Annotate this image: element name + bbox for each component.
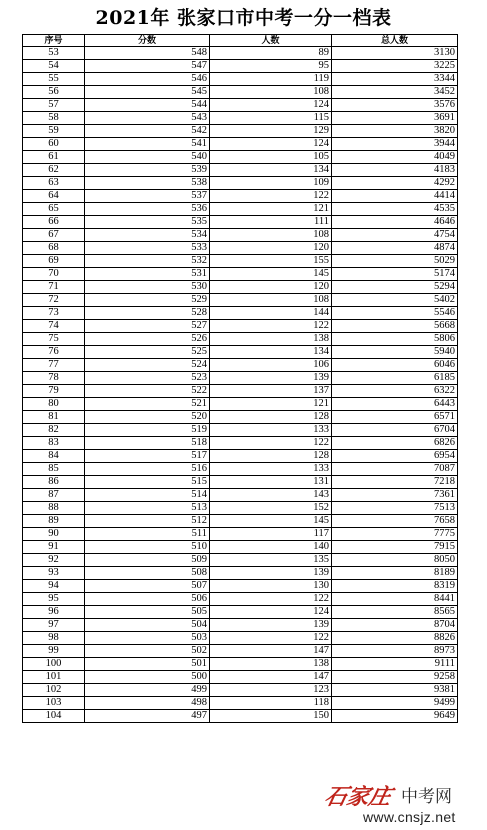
- cell-count: 106: [210, 359, 332, 372]
- cell-cumulative: 8189: [332, 567, 458, 580]
- cell-cumulative: 3944: [332, 138, 458, 151]
- cell-index: 90: [23, 528, 85, 541]
- cell-index: 58: [23, 112, 85, 125]
- cell-score: 525: [85, 346, 210, 359]
- cell-cumulative: 9111: [332, 658, 458, 671]
- cell-count: 139: [210, 567, 332, 580]
- cell-score: 498: [85, 697, 210, 710]
- cell-index: 100: [23, 658, 85, 671]
- table-row: [23, 99, 458, 112]
- cell-cumulative: 8441: [332, 593, 458, 606]
- table-row: [23, 580, 458, 593]
- cell-count: 147: [210, 671, 332, 684]
- cell-cumulative: 6704: [332, 424, 458, 437]
- table-row: [23, 333, 458, 346]
- cell-count: 152: [210, 502, 332, 515]
- cell-score: 534: [85, 229, 210, 242]
- table-row: [23, 684, 458, 697]
- cell-score: 528: [85, 307, 210, 320]
- cell-index: 73: [23, 307, 85, 320]
- cell-count: 121: [210, 203, 332, 216]
- cell-cumulative: 8319: [332, 580, 458, 593]
- cell-score: 541: [85, 138, 210, 151]
- cell-count: 124: [210, 138, 332, 151]
- cell-cumulative: 4414: [332, 190, 458, 203]
- table-row: [23, 554, 458, 567]
- cell-index: 101: [23, 671, 85, 684]
- cell-cumulative: 5668: [332, 320, 458, 333]
- cell-cumulative: 8826: [332, 632, 458, 645]
- cell-score: 532: [85, 255, 210, 268]
- cell-score: 526: [85, 333, 210, 346]
- cell-cumulative: 6954: [332, 450, 458, 463]
- cell-count: 134: [210, 164, 332, 177]
- cell-index: 98: [23, 632, 85, 645]
- table-row: [23, 346, 458, 359]
- cell-count: 122: [210, 320, 332, 333]
- table-row: [23, 216, 458, 229]
- cell-index: 87: [23, 489, 85, 502]
- cell-count: 122: [210, 190, 332, 203]
- cell-count: 140: [210, 541, 332, 554]
- cell-cumulative: 8704: [332, 619, 458, 632]
- cell-index: 61: [23, 151, 85, 164]
- cell-index: 56: [23, 86, 85, 99]
- cell-count: 137: [210, 385, 332, 398]
- cell-index: 104: [23, 710, 85, 723]
- cell-score: 519: [85, 424, 210, 437]
- cell-count: 105: [210, 151, 332, 164]
- cell-cumulative: 6443: [332, 398, 458, 411]
- cell-cumulative: 7915: [332, 541, 458, 554]
- table-row: [23, 73, 458, 86]
- table-row: [23, 60, 458, 73]
- watermark-url: www.cnsjz.net: [363, 809, 456, 825]
- table-row: [23, 528, 458, 541]
- cell-score: 548: [85, 47, 210, 60]
- cell-cumulative: 3344: [332, 73, 458, 86]
- cell-score: 540: [85, 151, 210, 164]
- cell-count: 95: [210, 60, 332, 73]
- cell-score: 544: [85, 99, 210, 112]
- table-header-row: [23, 35, 458, 47]
- cell-score: 517: [85, 450, 210, 463]
- cell-count: 122: [210, 632, 332, 645]
- cell-index: 84: [23, 450, 85, 463]
- table-row: [23, 450, 458, 463]
- cell-index: 94: [23, 580, 85, 593]
- cell-count: 89: [210, 47, 332, 60]
- table-row: [23, 437, 458, 450]
- cell-index: 59: [23, 125, 85, 138]
- cell-count: 145: [210, 268, 332, 281]
- table-row: [23, 307, 458, 320]
- cell-score: 508: [85, 567, 210, 580]
- table-row: [23, 203, 458, 216]
- cell-score: 515: [85, 476, 210, 489]
- cell-index: 54: [23, 60, 85, 73]
- cell-index: 85: [23, 463, 85, 476]
- cell-count: 122: [210, 437, 332, 450]
- cell-score: 506: [85, 593, 210, 606]
- table-row: [23, 177, 458, 190]
- cell-count: 120: [210, 242, 332, 255]
- cell-cumulative: 4292: [332, 177, 458, 190]
- cell-cumulative: 5940: [332, 346, 458, 359]
- cell-cumulative: 6046: [332, 359, 458, 372]
- table-row: [23, 502, 458, 515]
- cell-cumulative: 5402: [332, 294, 458, 307]
- cell-count: 108: [210, 294, 332, 307]
- table-row: [23, 359, 458, 372]
- cell-cumulative: 9649: [332, 710, 458, 723]
- table-row: [23, 619, 458, 632]
- cell-cumulative: 4049: [332, 151, 458, 164]
- page-title: 2021年 张家口市中考一分一档表: [95, 7, 392, 29]
- cell-count: 129: [210, 125, 332, 138]
- cell-score: 520: [85, 411, 210, 424]
- cell-score: 503: [85, 632, 210, 645]
- header-index: 序号: [23, 35, 85, 47]
- table-row: [23, 515, 458, 528]
- cell-index: 86: [23, 476, 85, 489]
- cell-count: 117: [210, 528, 332, 541]
- cell-score: 505: [85, 606, 210, 619]
- cell-cumulative: 4874: [332, 242, 458, 255]
- cell-index: 65: [23, 203, 85, 216]
- table-row: [23, 697, 458, 710]
- cell-count: 150: [210, 710, 332, 723]
- table-row: [23, 229, 458, 242]
- watermark: [323, 784, 473, 828]
- cell-index: 81: [23, 411, 85, 424]
- cell-count: 115: [210, 112, 332, 125]
- table-row: [23, 320, 458, 333]
- cell-cumulative: 5294: [332, 281, 458, 294]
- table-row: [23, 567, 458, 580]
- cell-score: 502: [85, 645, 210, 658]
- cell-index: 97: [23, 619, 85, 632]
- cell-cumulative: 7513: [332, 502, 458, 515]
- cell-index: 68: [23, 242, 85, 255]
- table-row: [23, 541, 458, 554]
- cell-index: 91: [23, 541, 85, 554]
- table-row: [23, 125, 458, 138]
- cell-score: 521: [85, 398, 210, 411]
- table-row: [23, 671, 458, 684]
- cell-index: 92: [23, 554, 85, 567]
- cell-count: 122: [210, 593, 332, 606]
- cell-index: 62: [23, 164, 85, 177]
- table-row: [23, 606, 458, 619]
- cell-index: 74: [23, 320, 85, 333]
- table-row: [23, 255, 458, 268]
- cell-index: 80: [23, 398, 85, 411]
- cell-score: 533: [85, 242, 210, 255]
- table-row: [23, 424, 458, 437]
- cell-index: 102: [23, 684, 85, 697]
- cell-index: 79: [23, 385, 85, 398]
- table-row: [23, 385, 458, 398]
- cell-cumulative: 9381: [332, 684, 458, 697]
- cell-cumulative: 3691: [332, 112, 458, 125]
- score-table: [22, 34, 458, 723]
- cell-count: 133: [210, 463, 332, 476]
- cell-score: 518: [85, 437, 210, 450]
- table-row: [23, 242, 458, 255]
- cell-index: 66: [23, 216, 85, 229]
- header-cumulative: 总人数: [332, 35, 458, 47]
- table-row: [23, 489, 458, 502]
- cell-cumulative: 4183: [332, 164, 458, 177]
- table-row: [23, 463, 458, 476]
- cell-cumulative: 3225: [332, 60, 458, 73]
- cell-cumulative: 5029: [332, 255, 458, 268]
- cell-count: 109: [210, 177, 332, 190]
- cell-cumulative: 7218: [332, 476, 458, 489]
- cell-count: 138: [210, 333, 332, 346]
- cell-count: 108: [210, 229, 332, 242]
- table-row: [23, 372, 458, 385]
- cell-cumulative: 5546: [332, 307, 458, 320]
- cell-cumulative: 6322: [332, 385, 458, 398]
- cell-index: 76: [23, 346, 85, 359]
- cell-score: 527: [85, 320, 210, 333]
- cell-score: 542: [85, 125, 210, 138]
- cell-count: 128: [210, 450, 332, 463]
- cell-cumulative: 4754: [332, 229, 458, 242]
- cell-score: 499: [85, 684, 210, 697]
- cell-score: 512: [85, 515, 210, 528]
- cell-cumulative: 8973: [332, 645, 458, 658]
- cell-score: 543: [85, 112, 210, 125]
- table-row: [23, 632, 458, 645]
- cell-cumulative: 3576: [332, 99, 458, 112]
- cell-cumulative: 8050: [332, 554, 458, 567]
- cell-index: 71: [23, 281, 85, 294]
- cell-index: 70: [23, 268, 85, 281]
- cell-cumulative: 6826: [332, 437, 458, 450]
- cell-cumulative: 7775: [332, 528, 458, 541]
- cell-score: 511: [85, 528, 210, 541]
- cell-cumulative: 6185: [332, 372, 458, 385]
- cell-score: 536: [85, 203, 210, 216]
- cell-index: 89: [23, 515, 85, 528]
- cell-cumulative: 9499: [332, 697, 458, 710]
- cell-index: 57: [23, 99, 85, 112]
- cell-index: 75: [23, 333, 85, 346]
- table-row: [23, 476, 458, 489]
- cell-count: 130: [210, 580, 332, 593]
- cell-cumulative: 6571: [332, 411, 458, 424]
- cell-index: 67: [23, 229, 85, 242]
- cell-score: 524: [85, 359, 210, 372]
- cell-index: 95: [23, 593, 85, 606]
- cell-index: 82: [23, 424, 85, 437]
- cell-index: 64: [23, 190, 85, 203]
- cell-count: 138: [210, 658, 332, 671]
- cell-count: 144: [210, 307, 332, 320]
- cell-index: 55: [23, 73, 85, 86]
- cell-cumulative: 4535: [332, 203, 458, 216]
- cell-count: 119: [210, 73, 332, 86]
- cell-count: 121: [210, 398, 332, 411]
- cell-cumulative: 5174: [332, 268, 458, 281]
- cell-index: 53: [23, 47, 85, 60]
- cell-score: 500: [85, 671, 210, 684]
- cell-score: 545: [85, 86, 210, 99]
- cell-score: 507: [85, 580, 210, 593]
- cell-count: 143: [210, 489, 332, 502]
- cell-cumulative: 8565: [332, 606, 458, 619]
- cell-cumulative: 4646: [332, 216, 458, 229]
- cell-score: 514: [85, 489, 210, 502]
- cell-score: 531: [85, 268, 210, 281]
- cell-count: 133: [210, 424, 332, 437]
- cell-count: 124: [210, 99, 332, 112]
- cell-count: 108: [210, 86, 332, 99]
- cell-count: 120: [210, 281, 332, 294]
- table-row: [23, 593, 458, 606]
- watermark-script-logo: 石家庄: [322, 784, 394, 810]
- score-table-container: [22, 34, 457, 723]
- cell-score: 539: [85, 164, 210, 177]
- cell-count: 131: [210, 476, 332, 489]
- cell-count: 128: [210, 411, 332, 424]
- table-row: [23, 268, 458, 281]
- cell-score: 522: [85, 385, 210, 398]
- cell-score: 504: [85, 619, 210, 632]
- cell-index: 63: [23, 177, 85, 190]
- cell-score: 530: [85, 281, 210, 294]
- cell-score: 535: [85, 216, 210, 229]
- cell-cumulative: 9258: [332, 671, 458, 684]
- table-row: [23, 658, 458, 671]
- cell-score: 538: [85, 177, 210, 190]
- table-row: [23, 294, 458, 307]
- cell-score: 529: [85, 294, 210, 307]
- table-row: [23, 190, 458, 203]
- cell-index: 83: [23, 437, 85, 450]
- table-row: [23, 151, 458, 164]
- cell-count: 118: [210, 697, 332, 710]
- cell-index: 69: [23, 255, 85, 268]
- table-row: [23, 138, 458, 151]
- table-row: [23, 411, 458, 424]
- watermark-site-name: 中考网: [401, 787, 452, 807]
- cell-score: 537: [85, 190, 210, 203]
- table-row: [23, 645, 458, 658]
- cell-score: 501: [85, 658, 210, 671]
- header-count: 人数: [210, 35, 332, 47]
- table-row: [23, 164, 458, 177]
- cell-score: 523: [85, 372, 210, 385]
- cell-index: 88: [23, 502, 85, 515]
- table-body: [23, 47, 458, 723]
- cell-index: 60: [23, 138, 85, 151]
- cell-index: 78: [23, 372, 85, 385]
- cell-count: 134: [210, 346, 332, 359]
- cell-score: 546: [85, 73, 210, 86]
- cell-index: 99: [23, 645, 85, 658]
- cell-index: 103: [23, 697, 85, 710]
- cell-score: 516: [85, 463, 210, 476]
- cell-count: 139: [210, 372, 332, 385]
- cell-count: 147: [210, 645, 332, 658]
- cell-count: 111: [210, 216, 332, 229]
- cell-index: 72: [23, 294, 85, 307]
- cell-count: 124: [210, 606, 332, 619]
- cell-score: 509: [85, 554, 210, 567]
- cell-score: 513: [85, 502, 210, 515]
- cell-cumulative: 5806: [332, 333, 458, 346]
- table-row: [23, 86, 458, 99]
- cell-count: 123: [210, 684, 332, 697]
- cell-score: 547: [85, 60, 210, 73]
- table-row: [23, 112, 458, 125]
- cell-score: 497: [85, 710, 210, 723]
- cell-cumulative: 3452: [332, 86, 458, 99]
- cell-count: 155: [210, 255, 332, 268]
- cell-cumulative: 7658: [332, 515, 458, 528]
- cell-cumulative: 3820: [332, 125, 458, 138]
- header-score: 分数: [85, 35, 210, 47]
- table-row: [23, 398, 458, 411]
- cell-count: 139: [210, 619, 332, 632]
- cell-count: 145: [210, 515, 332, 528]
- table-row: [23, 710, 458, 723]
- cell-index: 77: [23, 359, 85, 372]
- table-row: [23, 281, 458, 294]
- cell-index: 96: [23, 606, 85, 619]
- cell-score: 510: [85, 541, 210, 554]
- cell-cumulative: 3130: [332, 47, 458, 60]
- table-row: [23, 47, 458, 60]
- cell-count: 135: [210, 554, 332, 567]
- cell-index: 93: [23, 567, 85, 580]
- cell-cumulative: 7087: [332, 463, 458, 476]
- cell-cumulative: 7361: [332, 489, 458, 502]
